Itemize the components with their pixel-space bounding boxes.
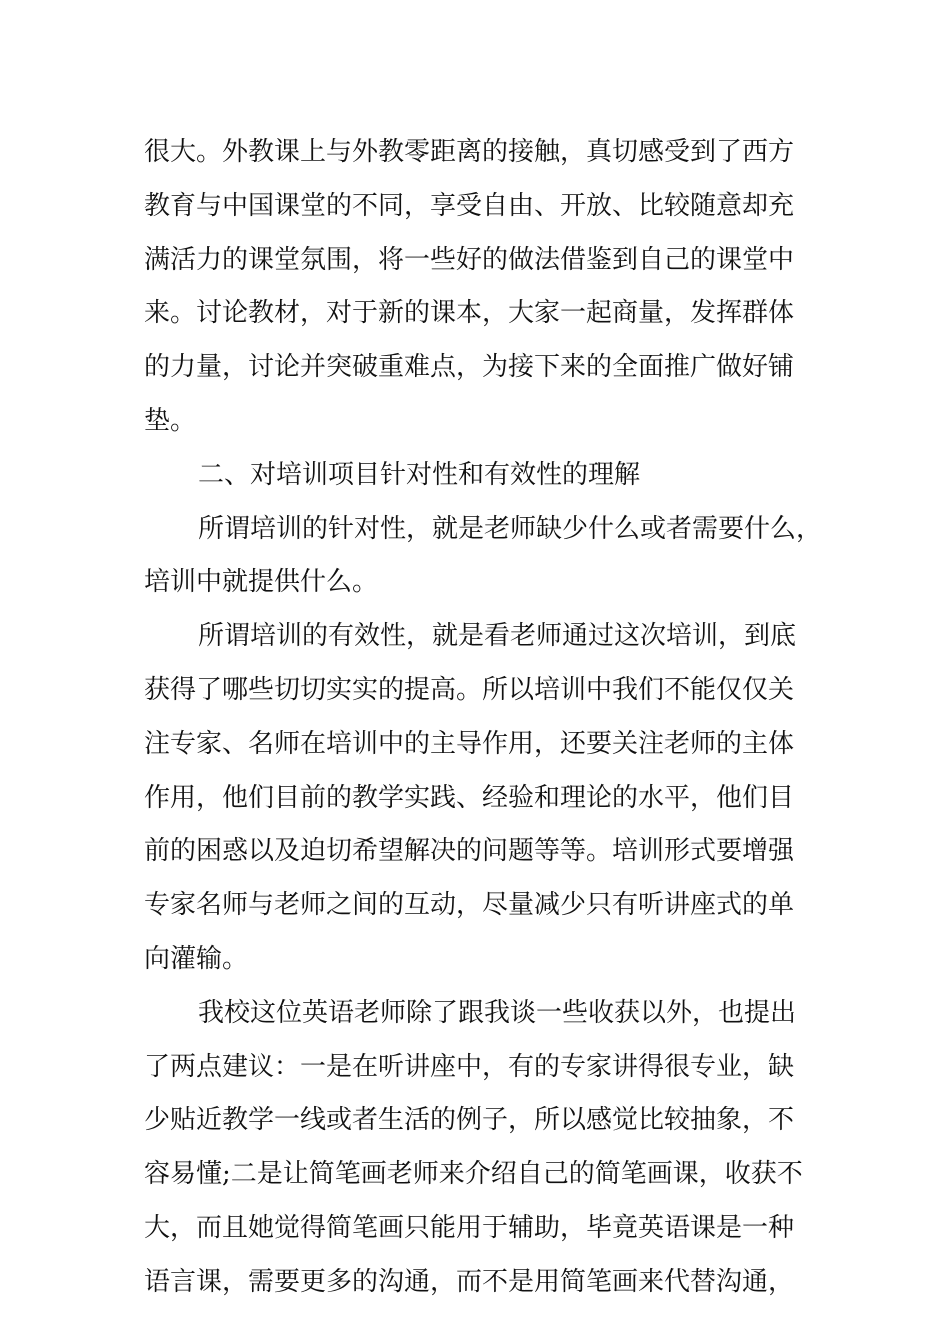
paragraph-first-line: 所谓培训的针对性，就是老师缺少什么或者需要什么，	[198, 513, 823, 544]
text-line: 前的困惑以及迫切希望解决的问题等等。培训形式要增强	[144, 836, 795, 867]
text-line: 少贴近教学一线或者生活的例子，所以感觉比较抽象，不	[144, 1105, 795, 1136]
section-heading: 二、对培训项目针对性和有效性的理解	[198, 459, 641, 490]
text-line: 培训中就提供什么。	[144, 567, 379, 598]
text-line: 向灌输。	[144, 943, 249, 974]
text-line: 垫。	[144, 405, 197, 436]
text-line: 满活力的课堂氛围，将一些好的做法借鉴到自己的课堂中	[144, 244, 795, 275]
text-line: 专家名师与老师之间的互动，尽量减少只有听讲座式的单	[144, 890, 795, 921]
paragraph-first-line: 所谓培训的有效性，就是看老师通过这次培训，到底	[198, 621, 797, 652]
text-line: 教育与中国课堂的不同，享受自由、开放、比较随意却充	[144, 190, 795, 221]
text-line: 注专家、名师在培训中的主导作用，还要关注老师的主体	[144, 728, 795, 759]
text-line: 容易懂;二是让简笔画老师来介绍自己的简笔画课，收获不	[144, 1159, 803, 1190]
text-line: 语言课，需要更多的沟通，而不是用简笔画来代替沟通，	[144, 1266, 795, 1297]
text-line: 大，而且她觉得简笔画只能用于辅助，毕竟英语课是一种	[144, 1212, 795, 1243]
text-line: 了两点建议：一是在听讲座中，有的专家讲得很专业，缺	[144, 1051, 795, 1082]
text-line: 很大。外教课上与外教零距离的接触，真切感受到了西方	[144, 137, 795, 167]
text-line: 的力量，讨论并突破重难点，为接下来的全面推广做好铺	[144, 352, 795, 383]
text-line: 来。讨论教材，对于新的课本，大家一起商量，发挥群体	[144, 298, 795, 329]
body-text	[144, 126, 824, 1310]
text-line: 获得了哪些切切实实的提高。所以培训中我们不能仅仅关	[144, 674, 795, 705]
text-line: 作用，他们目前的教学实践、经验和理论的水平，他们目	[144, 782, 795, 813]
paragraph-first-line: 我校这位英语老师除了跟我谈一些收获以外，也提出	[198, 997, 797, 1028]
